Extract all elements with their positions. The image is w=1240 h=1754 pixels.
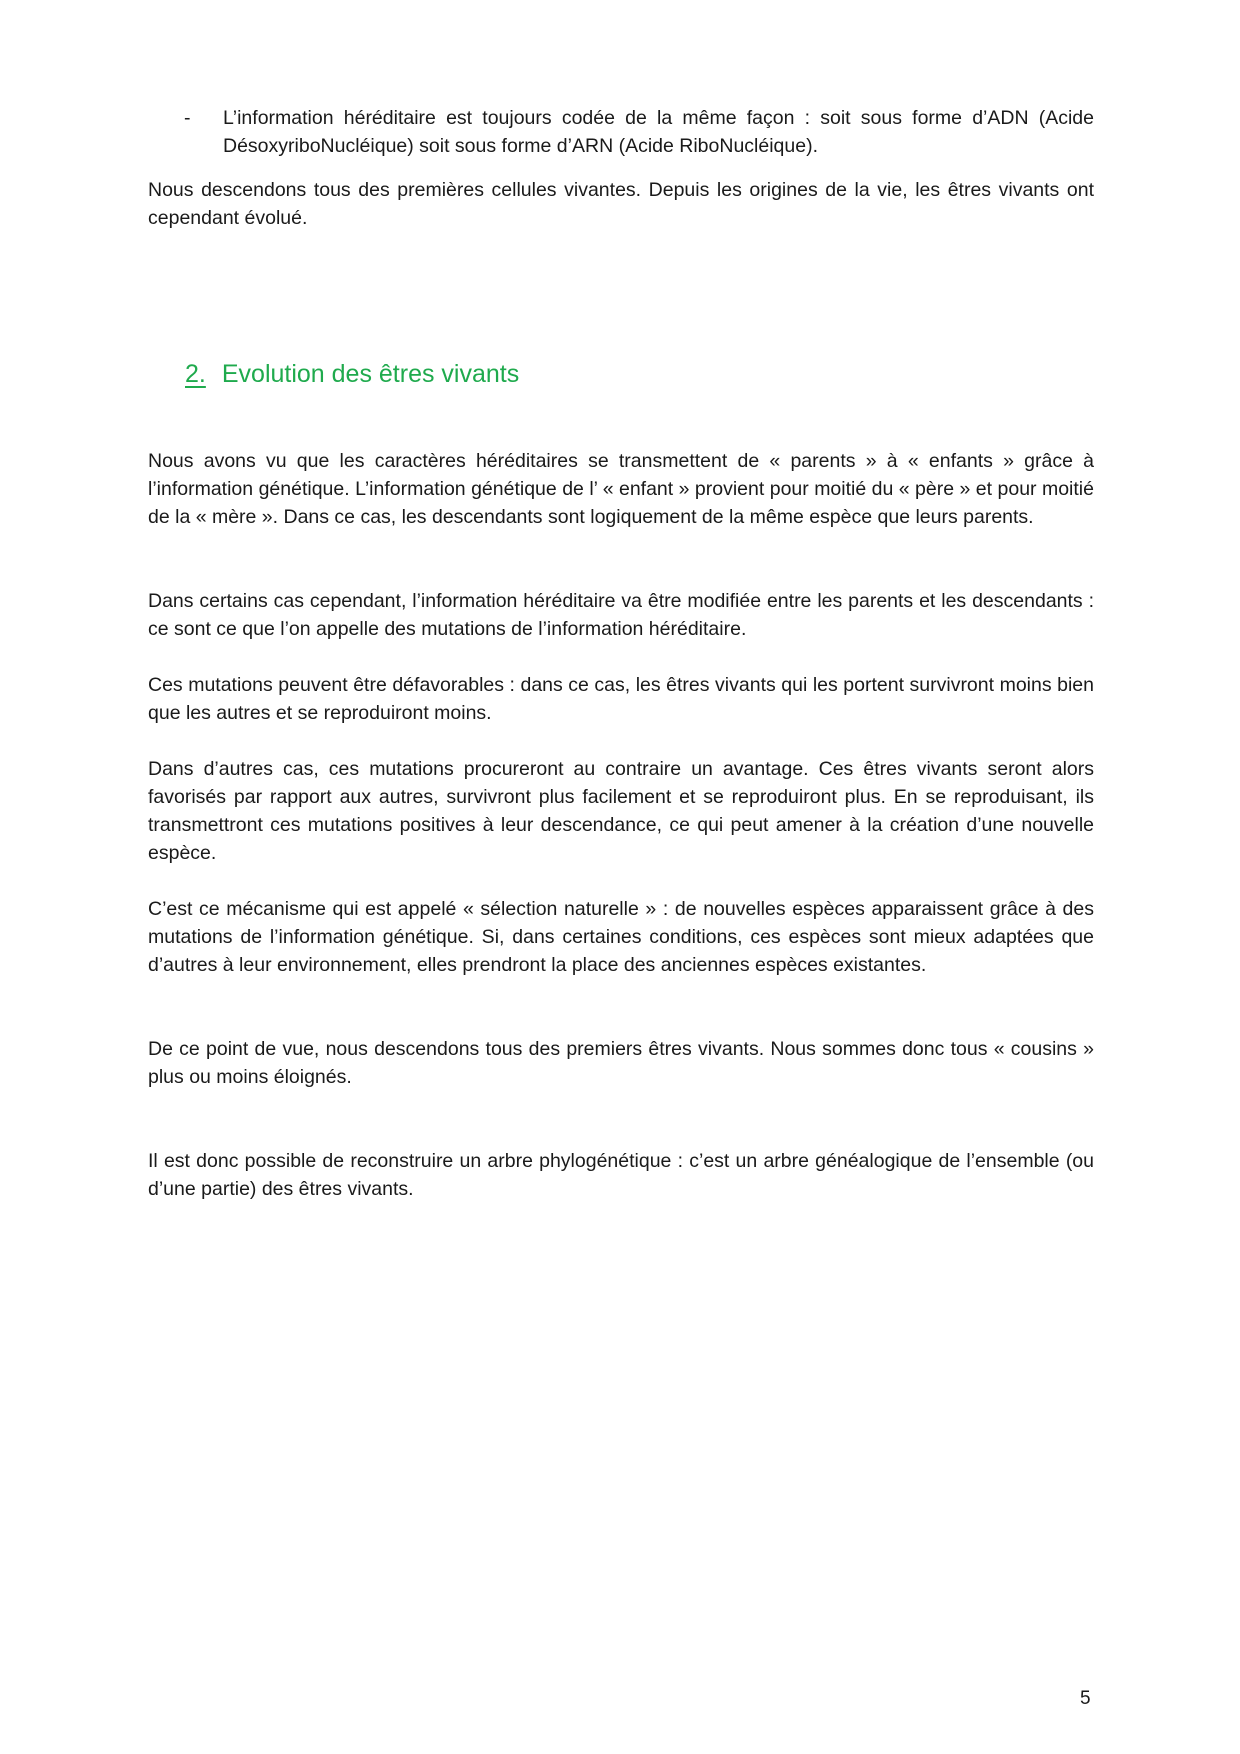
paragraph-natural-selection: C’est ce mécanisme qui est appelé « sélection naturelle » : de nouvelles espèces apparaissent grâce à des mutations de l’information génétique. Si, dans certaines conditions, ces espèces sont mieux adaptées que d’autres à leur environnement, elles prendront la place des anciennes espèces existantes. — [148, 898, 1094, 976]
bullet-text: L’information héréditaire est toujours codée de la même façon : soit sous forme d’ADN (Acide DésoxyriboNucléique) soit sous forme d’ARN (Acide RiboNucléique). — [223, 107, 1094, 157]
section-heading — [185, 356, 519, 392]
page-number: 5 — [1080, 1688, 1091, 1709]
section-title: Evolution des êtres vivants — [221, 360, 520, 388]
paragraph-unfavorable: Ces mutations peuvent être défavorables : dans ce cas, les êtres vivants qui les portent survivront moins bien que les autres et se reproduiront moins. — [148, 674, 1094, 724]
intro-paragraph: Nous descendons tous des premières cellules vivantes. Depuis les origines de la vie, les êtres vivants ont cependant évolué. — [148, 179, 1094, 229]
paragraph-phylogenetic-tree: Il est donc possible de reconstruire un arbre phylogénétique : c’est un arbre généalogique de l’ensemble (ou d’une partie) des êtres vivants. — [148, 1150, 1094, 1200]
bullet-marker: - — [184, 107, 191, 129]
paragraph-advantage: Dans d’autres cas, ces mutations procureront au contraire un avantage. Ces êtres vivants seront alors favorisés par rapport aux autres, survivront plus facilement et se reproduiront plus. En se reproduisant, ils transmettront ces mutations positives à leur descendance, ce qui peut amener à la création d’une nouvelle espèce. — [148, 758, 1094, 864]
section-number: 2. — [185, 360, 206, 388]
paragraph-cousins: De ce point de vue, nous descendons tous des premiers êtres vivants. Nous sommes donc tous « cousins » plus ou moins éloignés. — [148, 1038, 1094, 1088]
bullet-item — [148, 104, 1094, 160]
paragraph-heredity: Nous avons vu que les caractères héréditaires se transmettent de « parents » à « enfants » grâce à l’information génétique. L’information génétique de l’ « enfant » provient pour moitié du « père » et pour moitié de la « mère ». Dans ce cas, les descendants sont logiquement de la même espèce que leurs parents. — [148, 450, 1094, 528]
paragraph-mutations: Dans certains cas cependant, l’information héréditaire va être modifiée entre les parents et les descendants : ce sont ce que l’on appelle des mutations de l’information héréditaire. — [148, 590, 1094, 640]
